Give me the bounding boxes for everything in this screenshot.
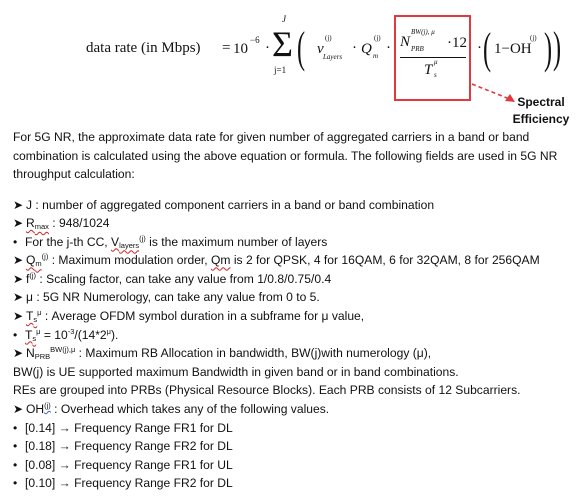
item-ts: ➤ $T_s^\mu$ : Average OFDM symbol duration in a subframe for μ value, — [13, 308, 365, 325]
item-j: ➤ J : number of aggregated component carriers in a band or band combination — [13, 197, 435, 212]
item-f: ➤ $f^{(j)}$ : Scaling factor, can take any value from 1/0.8/0.75/0.4 — [13, 270, 332, 286]
inner-right-paren-icon: ) — [544, 24, 553, 73]
callout-arrow-icon — [0, 0, 586, 122]
formula-dot-2: · — [352, 40, 357, 56]
overhead-list — [13, 419, 583, 493]
formula-oh-sup: (j) — [530, 34, 537, 42]
formula-n-sup: BW(j), μ — [411, 28, 435, 36]
formula-q-sub: m — [373, 52, 379, 60]
formula-dot-3: · — [386, 40, 391, 56]
item-layers: • For the j-th CC, $V_{layers}^{(j)}$ is the maximum number of layers — [13, 233, 328, 250]
bandwidth-line: BW(j) is UE supported maximum Bandwidth in given band or in band combinations. — [13, 364, 459, 379]
overhead-item: • [0.10] → Frequency Range FR2 for DL — [13, 476, 233, 491]
formula-t: T — [424, 62, 433, 78]
overhead-item: • [0.08] → Frequency Range FR1 for UL — [13, 457, 233, 472]
intro-paragraph: For 5G NR, the approximate data rate for given number of aggregated carriers in a band or band combination is calculated using the above equation or formula. The following fields are used in 5G NR throughput calculation: — [13, 130, 558, 181]
left-paren-icon: ( — [297, 23, 306, 72]
sum-symbol: Σ — [272, 24, 293, 64]
throughput-formula — [0, 0, 586, 126]
formula-dot-1: · — [265, 40, 270, 56]
formula-one-minus-oh: 1−OH — [494, 41, 532, 57]
formula-ten-exponent: −6 — [250, 35, 260, 45]
formula-dot-4: · — [477, 40, 482, 56]
overhead-item: • [0.14] → Frequency Range FR1 for DL — [13, 420, 233, 435]
item-rmax: ➤ $R_{max}$ : 948/1024 — [13, 216, 110, 232]
item-qm: ➤ $Q_m^{(j)}$ : Maximum modulation order, Qm is 2 for QPSK, 4 for 16QAM, 6 for 32QAM, 8 for 256QAM — [13, 252, 540, 269]
sum-lower: j=1 — [274, 65, 287, 75]
formula-q-sup: (j) — [374, 34, 381, 42]
formula-twelve: ·12 — [447, 35, 467, 51]
formula-equals: = — [222, 40, 231, 56]
item-oh: ➤ OH$^{(j)}$ : Overhead which takes any of the following values. — [13, 401, 330, 417]
inner-left-paren-icon: ( — [483, 24, 492, 73]
resource-element-line: REs are grouped into PRBs (Physical Resource Blocks). Each PRB consists of 12 Subcarriers. — [13, 383, 521, 398]
formula-n-sub: PRB — [411, 45, 424, 53]
formula-lhs: data rate (in Mbps) — [86, 40, 201, 56]
callout-label: Spectral Efficiency — [512, 95, 570, 126]
sum-upper: J — [282, 14, 286, 24]
formula-t-sub: s — [434, 71, 437, 79]
formula-n: N — [400, 34, 411, 50]
formula-v-sup: (j) — [325, 34, 332, 42]
item-mu: ➤ μ : 5G NR Numerology, can take any value from 0 to 5. — [13, 290, 320, 305]
item-ts-value: • $T_s^\mu = 10^{-3}/(14*2^\mu)$. — [13, 326, 119, 343]
formula-q: Q — [361, 41, 372, 57]
formula-v: v — [317, 41, 324, 57]
right-paren-icon: ) — [553, 23, 562, 72]
explanation-text — [13, 128, 583, 493]
item-nprb: ➤ $N_{PRB}^{BW(j),\mu}$ : Maximum RB Allocation in bandwidth, BW(j)with numerology (μ), — [13, 345, 432, 362]
formula-ten: 10 — [233, 41, 248, 57]
fraction-bar — [400, 57, 466, 58]
formula-v-sub: Layers — [323, 53, 343, 61]
overhead-item: • [0.18] → Frequency Range FR2 for DL — [13, 439, 233, 454]
formula-t-sup: μ — [434, 58, 438, 66]
